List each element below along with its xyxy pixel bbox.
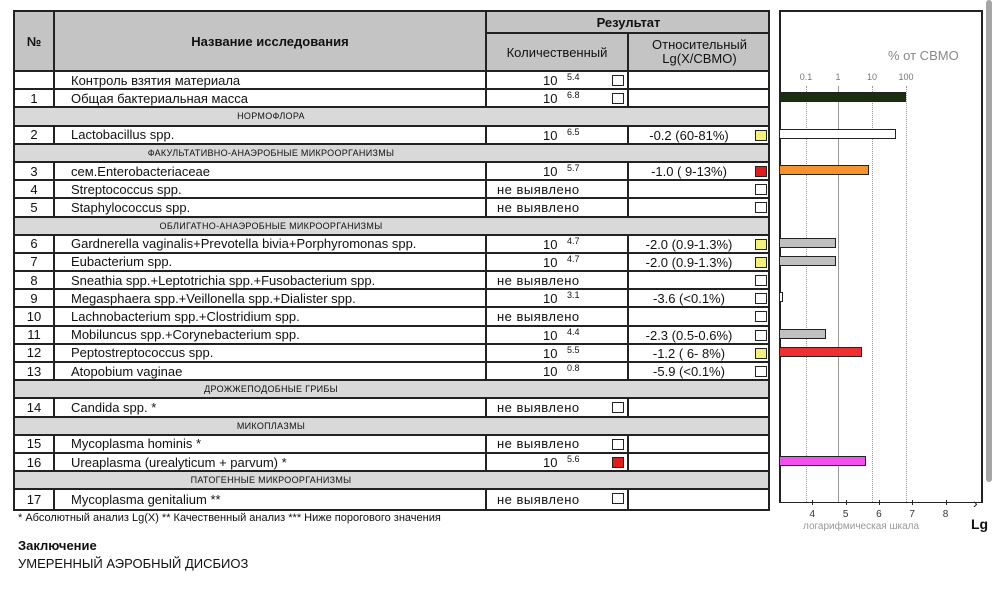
quantitative-base: 10 bbox=[543, 327, 558, 343]
not-detected-text: не выявлено bbox=[497, 436, 580, 452]
relative-value: -3.6 (<0.1%) bbox=[653, 291, 725, 307]
relative-cell bbox=[629, 199, 770, 215]
table-row bbox=[15, 308, 768, 326]
quantitative-cell bbox=[487, 254, 629, 270]
relative-cell bbox=[629, 399, 770, 415]
quantitative-exponent: 6.5 bbox=[567, 126, 580, 137]
row-number: 9 bbox=[15, 290, 55, 306]
section-title: ПАТОГЕННЫЕ МИКРООРГАНИЗМЫ bbox=[190, 475, 352, 486]
x-tick-label: 6 bbox=[876, 509, 882, 520]
relative-cell bbox=[629, 272, 770, 288]
quantitative-cell bbox=[487, 454, 629, 470]
test-name: Candida spp. * bbox=[55, 399, 487, 415]
table-row bbox=[15, 454, 768, 472]
table-row bbox=[15, 290, 768, 308]
chart-bar bbox=[779, 238, 836, 248]
header-relative-line2: Lg(X/СВМО) bbox=[662, 51, 737, 66]
test-name: Eubacterium spp. bbox=[55, 254, 487, 270]
relative-cell bbox=[629, 127, 770, 143]
test-name: Mobiluncus spp.+Corynebacterium spp. bbox=[55, 327, 487, 343]
chart-bar bbox=[779, 165, 869, 175]
row-number: 8 bbox=[15, 272, 55, 288]
quantitative-cell bbox=[487, 327, 629, 343]
quantitative-cell bbox=[487, 308, 629, 324]
relative-cell bbox=[629, 363, 770, 379]
quantitative-exponent: 0.8 bbox=[567, 363, 580, 373]
quantitative-cell bbox=[487, 90, 629, 106]
section-row bbox=[15, 381, 768, 399]
status-square-icon bbox=[755, 348, 767, 359]
axis-arrow-icon: › bbox=[973, 495, 978, 511]
section-row bbox=[15, 472, 768, 490]
quantitative-cell bbox=[487, 199, 629, 215]
relative-cell bbox=[629, 163, 770, 179]
quantitative-cell bbox=[487, 272, 629, 288]
chart-bar bbox=[779, 347, 862, 357]
table-row bbox=[15, 363, 768, 381]
not-detected-text: не выявлено bbox=[497, 199, 580, 215]
relative-cell bbox=[629, 345, 770, 361]
status-square-icon bbox=[612, 493, 624, 504]
table-body bbox=[15, 72, 768, 509]
status-square-icon bbox=[612, 457, 624, 468]
row-number: 15 bbox=[15, 436, 55, 452]
table-row bbox=[15, 127, 768, 145]
relative-cell bbox=[629, 254, 770, 270]
row-number: 4 bbox=[15, 181, 55, 197]
test-name: Megasphaera spp.+Veillonella spp.+Dialister spp. bbox=[55, 290, 487, 306]
quantitative-exponent: 4.4 bbox=[567, 326, 580, 337]
relative-cell bbox=[629, 308, 770, 324]
status-square-icon bbox=[755, 239, 767, 250]
relative-value: -2.3 (0.5-0.6%) bbox=[645, 327, 733, 343]
x-axis-label: логарифмическая шкала bbox=[803, 521, 920, 532]
quantitative-cell bbox=[487, 181, 629, 197]
relative-value: -0.2 (60-81%) bbox=[649, 127, 729, 143]
status-square-icon bbox=[755, 275, 767, 286]
test-name: Контроль взятия материала bbox=[55, 72, 487, 88]
relative-cell bbox=[629, 454, 770, 470]
row-number: 3 bbox=[15, 163, 55, 179]
status-square-icon bbox=[612, 93, 624, 104]
x-axis-unit: Lg bbox=[971, 516, 989, 532]
table-row bbox=[15, 272, 768, 290]
relative-value: -2.0 (0.9-1.3%) bbox=[645, 254, 733, 270]
chart-title: % от СВМО bbox=[888, 48, 959, 63]
test-name: Ureaplasma (urealyticum + parvum) * bbox=[55, 454, 487, 470]
header-relative bbox=[629, 34, 770, 70]
row-number: 10 bbox=[15, 308, 55, 324]
results-table bbox=[13, 10, 770, 511]
test-name: Lactobacillus spp. bbox=[55, 127, 487, 143]
reference-line bbox=[838, 86, 839, 502]
quantitative-exponent: 3.1 bbox=[567, 290, 580, 301]
row-number: 7 bbox=[15, 254, 55, 270]
table-row bbox=[15, 327, 768, 345]
row-number: 1 bbox=[15, 90, 55, 106]
conclusion-title: Заключение bbox=[18, 538, 97, 553]
chart-bar bbox=[779, 456, 866, 466]
quantitative-cell bbox=[487, 290, 629, 306]
not-detected-text: не выявлено bbox=[497, 399, 580, 415]
status-square-icon bbox=[755, 202, 767, 213]
status-square-icon bbox=[755, 293, 767, 304]
not-detected-text: не выявлено bbox=[497, 491, 580, 507]
test-name: Streptococcus spp. bbox=[55, 181, 487, 197]
status-square-icon bbox=[612, 439, 624, 450]
table-row bbox=[15, 236, 768, 254]
quantitative-cell bbox=[487, 72, 629, 88]
table-row bbox=[15, 399, 768, 417]
relative-value: -5.9 (<0.1%) bbox=[653, 364, 725, 379]
quantitative-base: 10 bbox=[543, 73, 558, 88]
x-tick-label: 7 bbox=[909, 509, 915, 520]
table-header bbox=[15, 12, 768, 72]
quantitative-base: 10 bbox=[543, 454, 558, 470]
relative-cell bbox=[629, 327, 770, 343]
quantitative-cell bbox=[487, 163, 629, 179]
pct-tick-label: 0.1 bbox=[799, 72, 813, 82]
row-number: 14 bbox=[15, 399, 55, 415]
quantitative-cell bbox=[487, 436, 629, 452]
section-row bbox=[15, 108, 768, 126]
quantitative-exponent: 4.7 bbox=[567, 253, 580, 264]
reference-line bbox=[906, 86, 907, 502]
row-number bbox=[15, 72, 55, 88]
status-square-icon bbox=[755, 184, 767, 195]
relative-cell bbox=[629, 72, 770, 88]
reference-line bbox=[872, 86, 873, 502]
header-quantitative: Количественный bbox=[487, 34, 629, 70]
section-row bbox=[15, 418, 768, 436]
row-number: 13 bbox=[15, 363, 55, 379]
relative-value: -2.0 (0.9-1.3%) bbox=[645, 236, 733, 252]
table-row bbox=[15, 199, 768, 217]
x-tick-label: 4 bbox=[809, 509, 816, 520]
not-detected-text: не выявлено bbox=[497, 181, 580, 197]
quantitative-exponent: 4.7 bbox=[567, 235, 580, 246]
table-row bbox=[15, 90, 768, 108]
row-number: 6 bbox=[15, 236, 55, 252]
not-detected-text: не выявлено bbox=[497, 272, 580, 288]
section-title: ДРОЖЖЕПОДОБНЫЕ ГРИБЫ bbox=[204, 384, 338, 395]
status-square-icon bbox=[755, 166, 767, 177]
row-number: 2 bbox=[15, 127, 55, 143]
header-number: № bbox=[15, 12, 55, 70]
not-detected-text: не выявлено bbox=[497, 309, 580, 325]
test-name: сем.Enterobacteriaceae bbox=[55, 163, 487, 179]
quantitative-exponent: 5.4 bbox=[567, 72, 580, 82]
relative-cell bbox=[629, 490, 770, 508]
header-result: Результат bbox=[487, 12, 770, 34]
row-number: 12 bbox=[15, 345, 55, 361]
table-row bbox=[15, 163, 768, 181]
relative-cell bbox=[629, 90, 770, 106]
test-name: Staphylococcus spp. bbox=[55, 199, 487, 215]
x-axis bbox=[781, 502, 981, 503]
status-square-icon bbox=[755, 330, 767, 341]
section-row bbox=[15, 218, 768, 236]
quantitative-base: 10 bbox=[543, 236, 558, 252]
row-number: 11 bbox=[15, 327, 55, 343]
test-name: Atopobium vaginae bbox=[55, 363, 487, 379]
reference-line bbox=[806, 86, 807, 502]
chart-bar bbox=[779, 92, 906, 102]
quantitative-base: 10 bbox=[543, 91, 558, 107]
table-row bbox=[15, 254, 768, 272]
x-tick-label: 5 bbox=[842, 509, 849, 520]
quantitative-base: 10 bbox=[543, 254, 558, 270]
status-square-icon bbox=[755, 311, 767, 322]
x-tick-label: 8 bbox=[942, 509, 949, 520]
quantitative-cell bbox=[487, 345, 629, 361]
chart-bar bbox=[779, 129, 896, 139]
quantitative-cell bbox=[487, 363, 629, 379]
status-square-icon bbox=[612, 402, 624, 413]
table-row bbox=[15, 345, 768, 363]
quantitative-exponent: 5.6 bbox=[567, 453, 580, 464]
status-square-icon bbox=[612, 75, 624, 86]
quantitative-base: 10 bbox=[543, 163, 558, 179]
quantitative-cell bbox=[487, 490, 629, 508]
row-number: 17 bbox=[15, 490, 55, 508]
relative-value: -1.0 ( 9-13%) bbox=[651, 163, 727, 179]
test-name: Sneathia spp.+Leptotrichia spp.+Fusobacterium spp. bbox=[55, 272, 487, 288]
quantitative-base: 10 bbox=[543, 291, 558, 307]
quantitative-cell bbox=[487, 236, 629, 252]
table-row bbox=[15, 181, 768, 199]
status-square-icon bbox=[755, 130, 767, 141]
quantitative-cell bbox=[487, 399, 629, 415]
section-title: ФАКУЛЬТАТИВНО-АНАЭРОБНЫЕ МИКРООРГАНИЗМЫ bbox=[147, 147, 395, 158]
pct-tick-label: 100 bbox=[898, 72, 914, 82]
quantitative-base: 10 bbox=[543, 364, 558, 379]
section-title: НОРМОФЛОРА bbox=[237, 111, 305, 122]
section-title: МИКОПЛАЗМЫ bbox=[236, 420, 306, 431]
table-row bbox=[15, 72, 768, 90]
header-relative-line1: Относительный bbox=[652, 37, 747, 52]
relative-cell bbox=[629, 181, 770, 197]
chart-bar bbox=[779, 329, 826, 339]
quantitative-base: 10 bbox=[543, 127, 558, 143]
quantitative-cell bbox=[487, 127, 629, 143]
relative-cell bbox=[629, 436, 770, 452]
quantitative-exponent: 5.7 bbox=[567, 162, 580, 173]
status-square-icon bbox=[755, 366, 767, 377]
table-row bbox=[15, 436, 768, 454]
pct-tick-label: 10 bbox=[866, 72, 878, 82]
relative-value: -1.2 ( 6- 8%) bbox=[652, 345, 726, 361]
relative-cell bbox=[629, 236, 770, 252]
section-row bbox=[15, 145, 768, 163]
chart-bar bbox=[779, 256, 836, 266]
chart-bar bbox=[779, 292, 783, 302]
scrollbar[interactable] bbox=[986, 0, 992, 482]
test-name: Общая бактериальная масса bbox=[55, 90, 487, 106]
test-name: Mycoplasma hominis * bbox=[55, 436, 487, 452]
pct-tick-label: 1 bbox=[835, 72, 841, 82]
quantitative-exponent: 6.8 bbox=[567, 90, 580, 101]
status-square-icon bbox=[755, 257, 767, 268]
test-name: Mycoplasma genitalium ** bbox=[55, 490, 487, 508]
row-number: 16 bbox=[15, 454, 55, 470]
section-title: ОБЛИГАТНО-АНАЭРОБНЫЕ МИКРООРГАНИЗМЫ bbox=[159, 220, 383, 231]
relative-cell bbox=[629, 290, 770, 306]
quantitative-exponent: 5.5 bbox=[567, 344, 580, 355]
footnote: * Абсолютный анализ Lg(X) ** Качественный анализ *** Ниже порогового значения bbox=[18, 512, 441, 524]
table-row bbox=[15, 490, 768, 508]
test-name: Peptostreptococcus spp. bbox=[55, 345, 487, 361]
row-number: 5 bbox=[15, 199, 55, 215]
quantitative-base: 10 bbox=[543, 345, 558, 361]
conclusion-text: УМЕРЕННЫЙ АЭРОБНЫЙ ДИСБИОЗ bbox=[18, 556, 249, 571]
header-test-name: Название исследования bbox=[55, 12, 487, 70]
test-name: Lachnobacterium spp.+Clostridium spp. bbox=[55, 308, 487, 324]
test-name: Gardnerella vaginalis+Prevotella bivia+Porphyromonas spp. bbox=[55, 236, 487, 252]
